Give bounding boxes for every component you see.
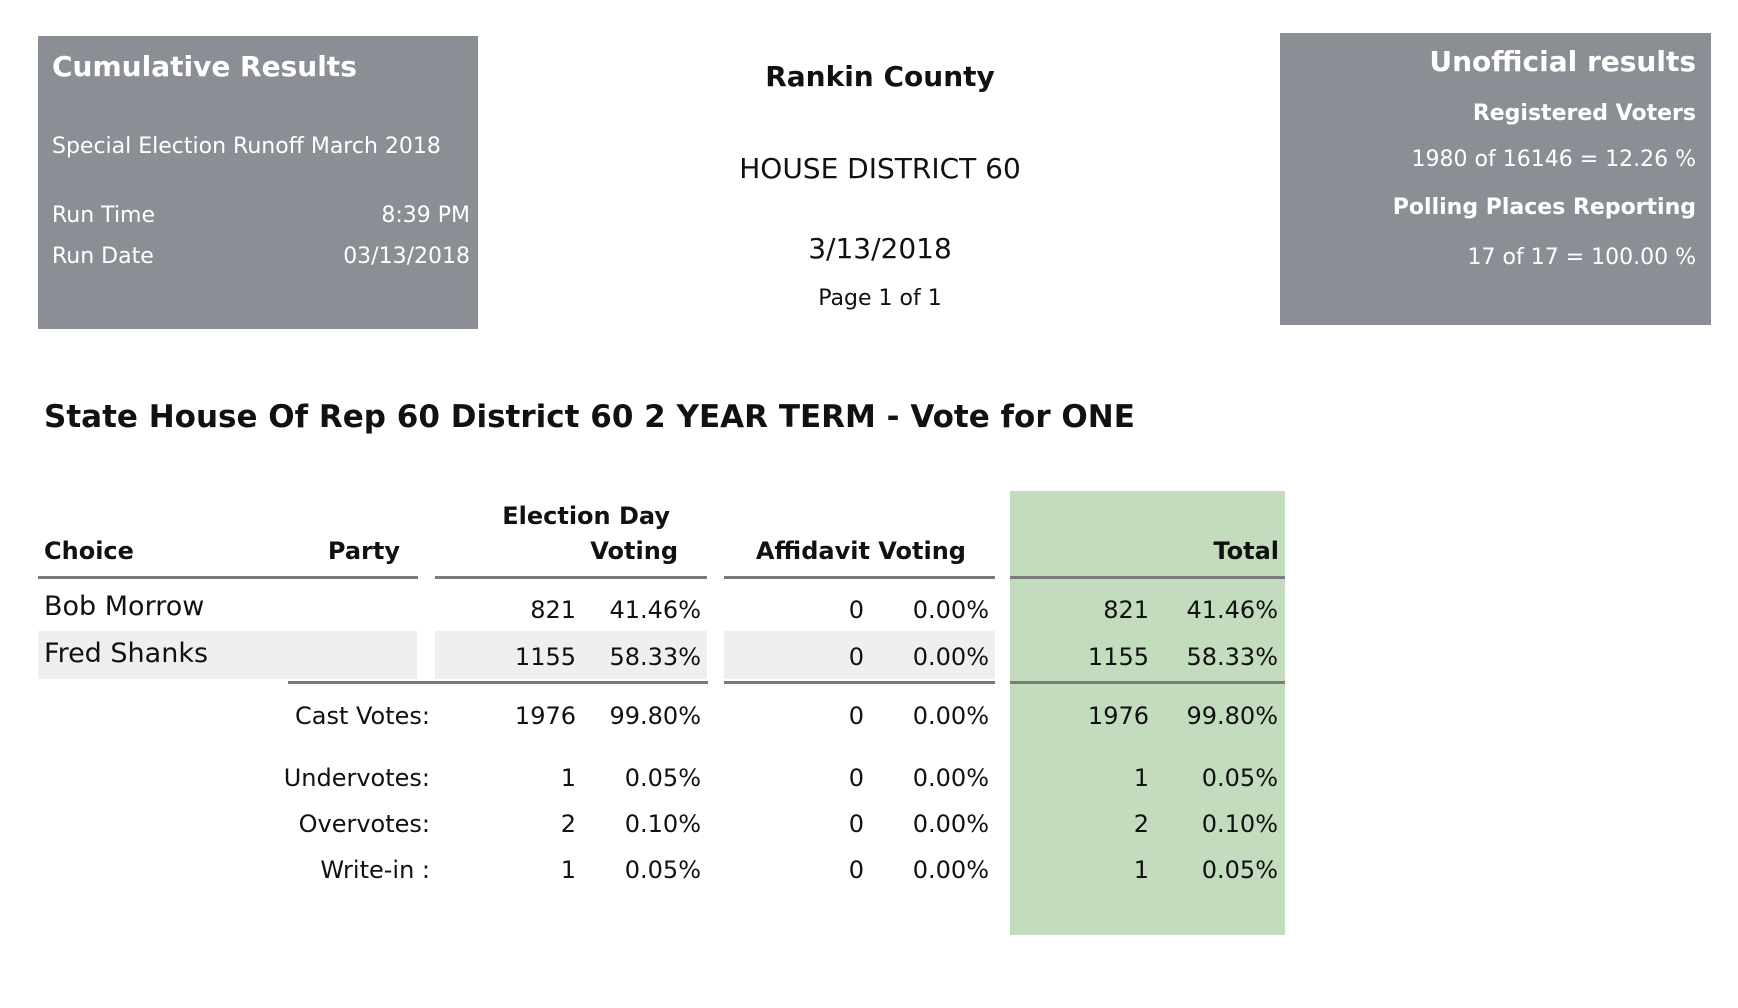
eday-votes: 2 xyxy=(560,810,576,838)
run-time-value: 8:39 PM xyxy=(381,203,470,228)
header-rule xyxy=(38,576,418,579)
totals-rule xyxy=(288,681,708,684)
aff-votes: 0 xyxy=(848,764,864,792)
total-pct: 0.10% xyxy=(1201,810,1278,838)
aff-pct: 0.00% xyxy=(912,856,989,884)
candidate-name: Bob Morrow xyxy=(44,591,205,622)
panel-title: Cumulative Results xyxy=(52,50,357,83)
eday-pct: 41.46% xyxy=(609,596,701,624)
totals-rule xyxy=(1010,681,1285,684)
header-affidavit-voting: Affidavit Voting xyxy=(755,537,966,565)
eday-votes: 1976 xyxy=(514,702,576,730)
eday-votes: 1155 xyxy=(514,643,576,671)
eday-pct: 58.33% xyxy=(609,643,701,671)
run-date-value: 03/13/2018 xyxy=(343,244,470,269)
panel-title: Unofficial results xyxy=(1429,45,1696,78)
election-name: Special Election Runoff March 2018 xyxy=(52,134,441,159)
polling-places-label: Polling Places Reporting xyxy=(1392,195,1696,220)
aff-votes: 0 xyxy=(848,702,864,730)
report-date: 3/13/2018 xyxy=(808,232,952,265)
total-pct: 99.80% xyxy=(1186,702,1278,730)
summary-label: Undervotes: xyxy=(283,764,430,792)
run-date-row xyxy=(52,244,470,269)
total-pct: 58.33% xyxy=(1186,643,1278,671)
district-name: HOUSE DISTRICT 60 xyxy=(739,152,1021,185)
header-total: Total xyxy=(1213,537,1279,565)
contest-title: State House Of Rep 60 District 60 2 YEAR TERM - Vote for ONE xyxy=(44,399,1135,435)
aff-pct: 0.00% xyxy=(912,764,989,792)
county-name: Rankin County xyxy=(765,60,995,93)
total-votes: 821 xyxy=(1103,596,1149,624)
header-rule xyxy=(724,576,995,579)
summary-label: Cast Votes: xyxy=(294,702,430,730)
registered-voters-value: 1980 of 16146 = 12.26 % xyxy=(1411,147,1696,172)
eday-votes: 1 xyxy=(560,856,576,884)
eday-pct: 0.05% xyxy=(624,764,701,792)
eday-pct: 0.10% xyxy=(624,810,701,838)
page-indicator: Page 1 of 1 xyxy=(818,286,942,311)
cumulative-results-panel xyxy=(38,36,478,329)
eday-pct: 99.80% xyxy=(609,702,701,730)
summary-label: Write-in : xyxy=(320,856,430,884)
eday-votes: 1 xyxy=(560,764,576,792)
candidate-name: Fred Shanks xyxy=(44,638,209,669)
total-pct: 41.46% xyxy=(1186,596,1278,624)
header-choice: Choice xyxy=(44,537,134,565)
header-party: Party xyxy=(327,537,400,565)
registered-voters-label: Registered Voters xyxy=(1472,101,1696,126)
run-time-row xyxy=(52,203,470,228)
eday-votes: 821 xyxy=(530,596,576,624)
aff-pct: 0.00% xyxy=(912,810,989,838)
header-election-day-line1: Election Day xyxy=(502,502,670,530)
run-date-label: Run Date xyxy=(52,244,154,269)
total-votes: 1 xyxy=(1133,856,1149,884)
aff-pct: 0.00% xyxy=(912,643,989,671)
summary-label: Overvotes: xyxy=(298,810,430,838)
unofficial-results-panel xyxy=(1280,33,1711,325)
run-time-label: Run Time xyxy=(52,203,156,228)
total-pct: 0.05% xyxy=(1201,764,1278,792)
aff-pct: 0.00% xyxy=(912,702,989,730)
header-rule xyxy=(1010,576,1285,579)
polling-places-value: 17 of 17 = 100.00 % xyxy=(1467,245,1696,270)
total-votes: 1976 xyxy=(1087,702,1149,730)
eday-pct: 0.05% xyxy=(624,856,701,884)
aff-votes: 0 xyxy=(848,810,864,838)
total-pct: 0.05% xyxy=(1201,856,1278,884)
totals-rule xyxy=(724,681,995,684)
total-votes: 1 xyxy=(1133,764,1149,792)
header-rule xyxy=(435,576,707,579)
header-election-day-line2: Voting xyxy=(590,537,678,565)
aff-pct: 0.00% xyxy=(912,596,989,624)
total-votes: 1155 xyxy=(1087,643,1149,671)
aff-votes: 0 xyxy=(848,856,864,884)
aff-votes: 0 xyxy=(848,596,864,624)
total-votes: 2 xyxy=(1133,810,1149,838)
aff-votes: 0 xyxy=(848,643,864,671)
